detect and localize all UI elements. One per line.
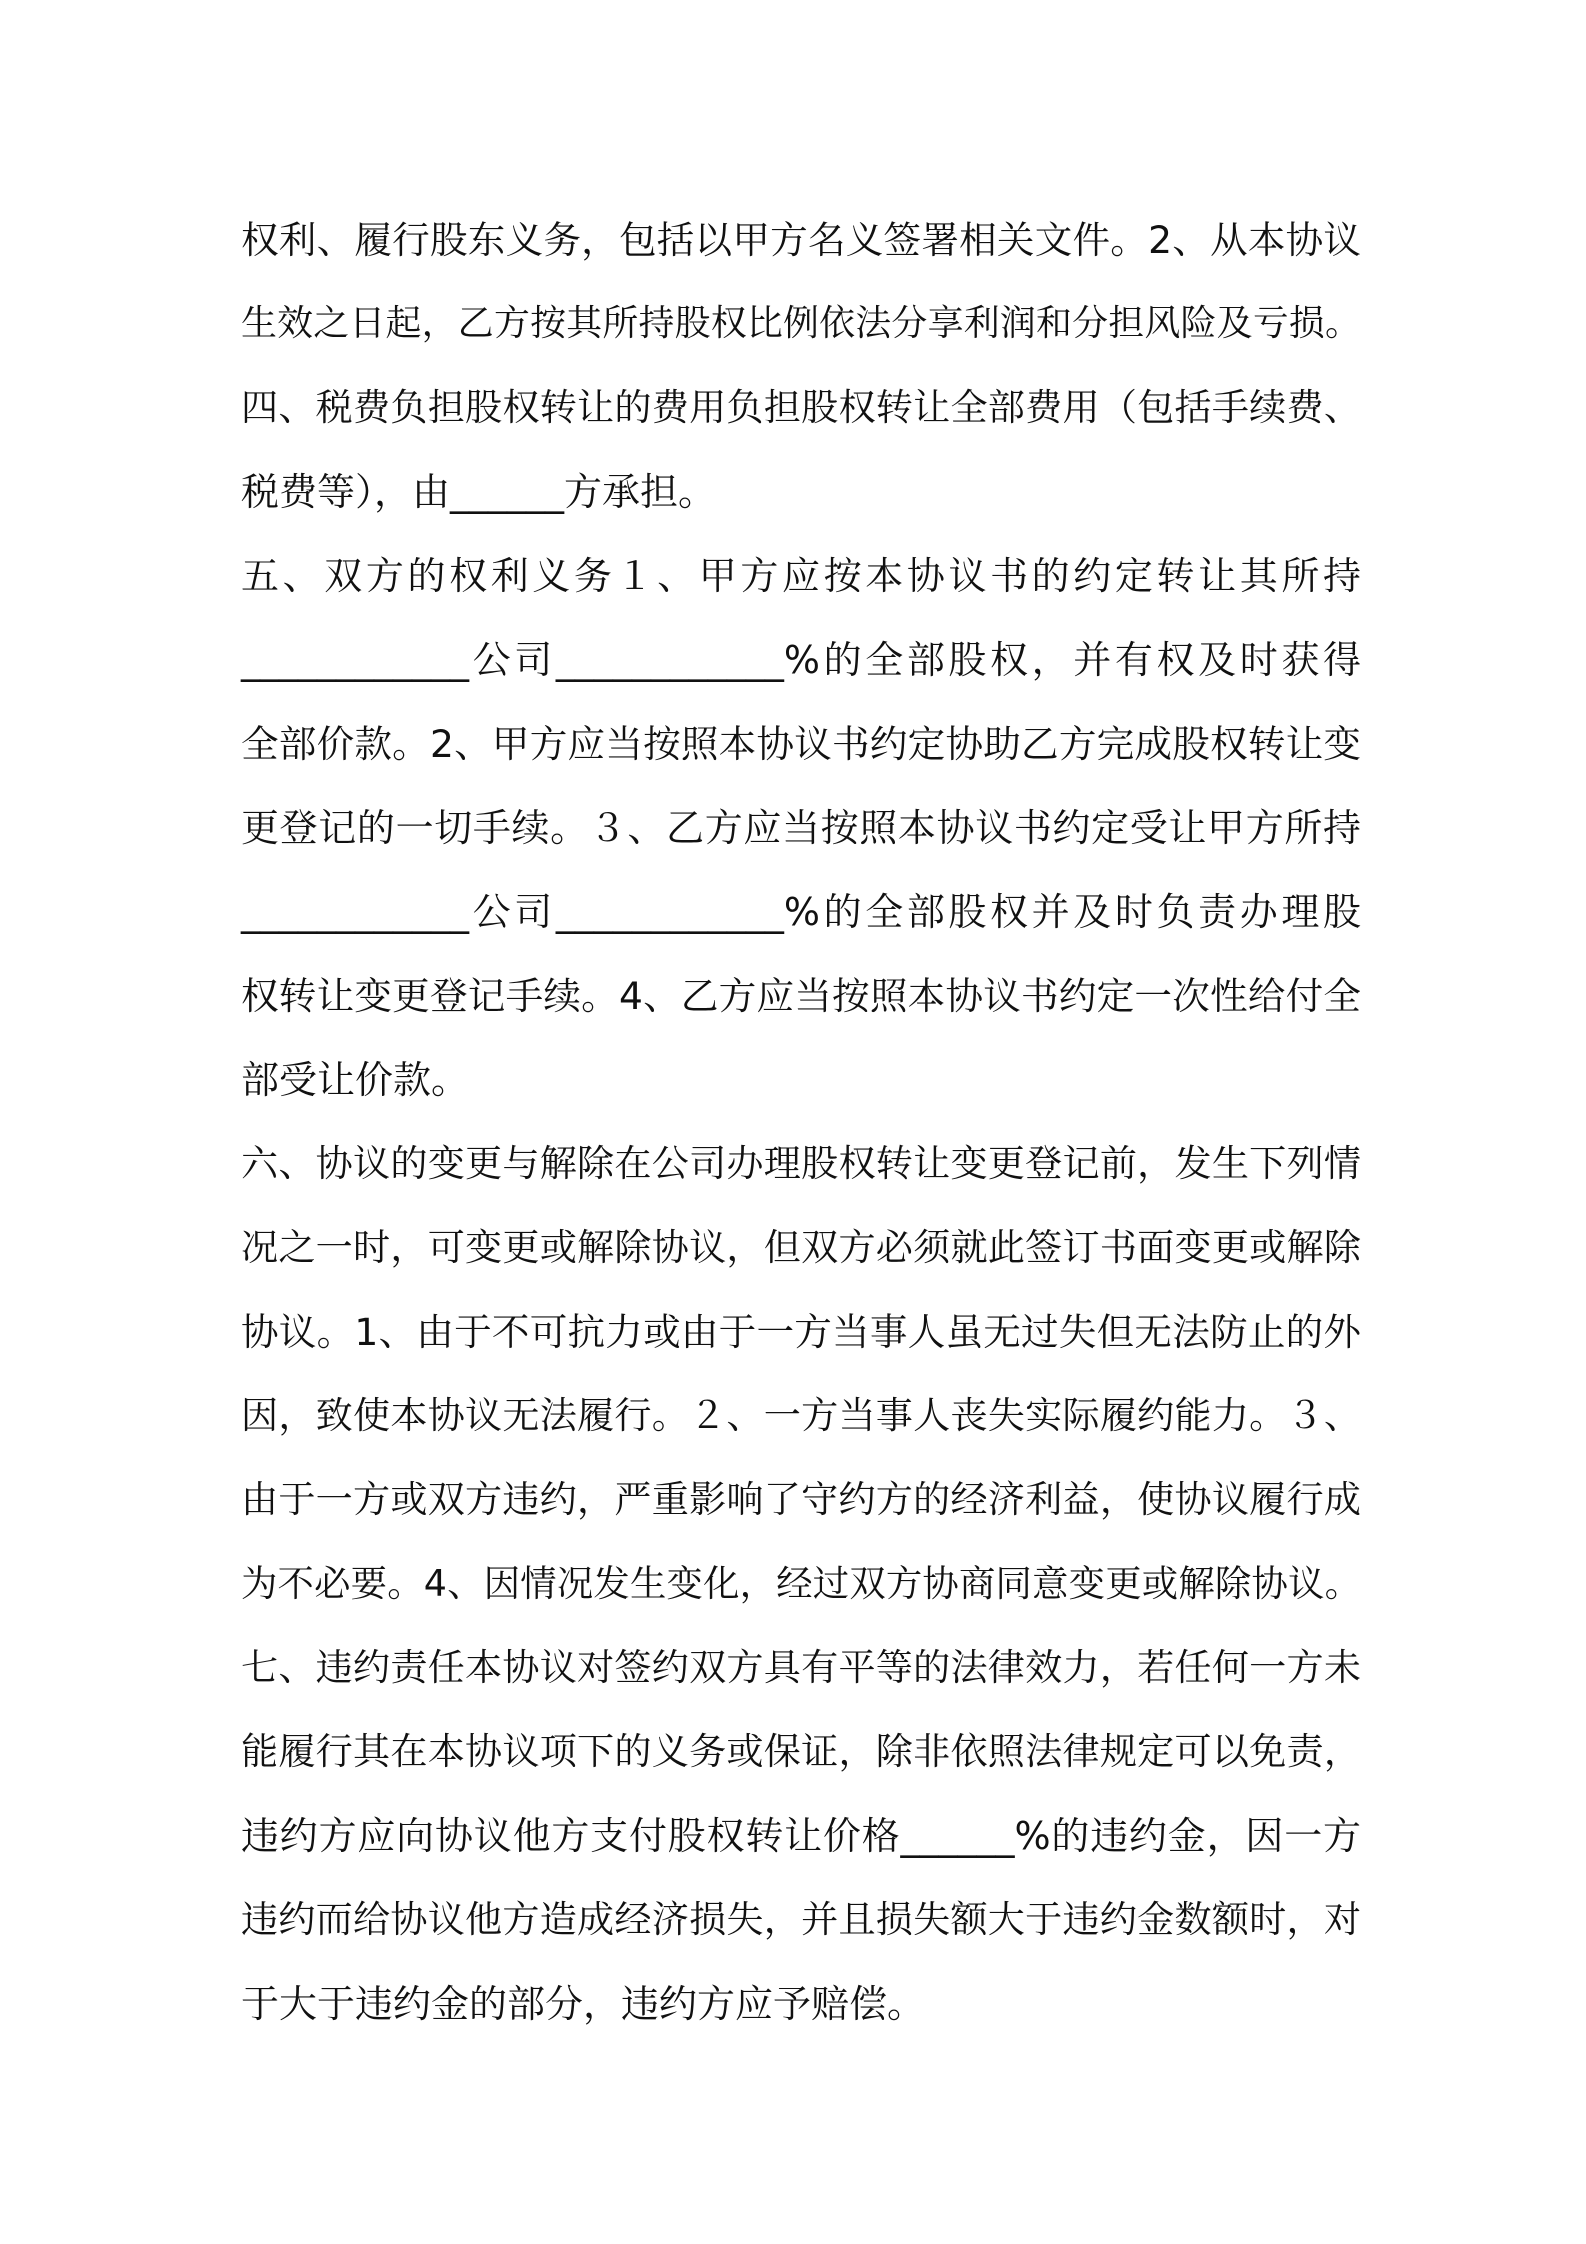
- text-line: 生效之日起，乙方按其所持股权比例依法分享利润和分担风险及亏损。: [241, 303, 1361, 344]
- text-line: 权转让变更登记手续。4、乙方应当按照本协议书约定一次性给付全: [241, 974, 1361, 1018]
- text-line: 部受让价款。: [241, 1058, 470, 1102]
- text-line: 税费等），由______方承担。: [241, 470, 717, 514]
- document-body: [241, 198, 1361, 2046]
- text-line: 为不必要。4、因情况发生变化，经过双方协商同意变更或解除协议。: [241, 1562, 1361, 1605]
- text-line: 四、税费负担股权转让的费用负担股权转让全部费用（包括手续费、: [241, 386, 1361, 429]
- text-line: 六、协议的变更与解除在公司办理股权转让变更登记前，发生下列情: [241, 1142, 1361, 1185]
- text-line: 权利、履行股东义务，包括以甲方名义签署相关文件。2、从本协议: [241, 218, 1361, 262]
- text-line: ____________公司____________%的全部股权并及时负责办理股: [241, 890, 1361, 934]
- text-line: 违约方应向协议他方支付股权转让价格______%的违约金，因一方: [241, 1814, 1361, 1858]
- text-line: 协议。1、由于不可抗力或由于一方当事人虽无过失但无法防止的外: [241, 1310, 1361, 1354]
- text-line: 七、违约责任本协议对签约双方具有平等的法律效力，若任何一方未: [241, 1646, 1361, 1689]
- text-line: 违约而给协议他方造成经济损失，并且损失额大于违约金数额时，对: [241, 1898, 1361, 1941]
- text-line: 于大于违约金的部分，违约方应予赔偿。: [241, 1982, 926, 2026]
- text-line: ____________公司____________%的全部股权，并有权及时获得: [241, 638, 1361, 682]
- text-line: 五、双方的权利义务１、甲方应按本协议书的约定转让其所持: [241, 554, 1361, 598]
- text-line: 况之一时，可变更或解除协议，但双方必须就此签订书面变更或解除: [241, 1226, 1361, 1269]
- text-line: 由于一方或双方违约，严重影响了守约方的经济利益，使协议履行成: [241, 1478, 1361, 1521]
- text-line: 因，致使本协议无法履行。２、一方当事人丧失实际履约能力。３、: [241, 1394, 1361, 1437]
- text-line: 全部价款。2、甲方应当按照本协议书约定协助乙方完成股权转让变: [241, 722, 1361, 766]
- text-line: 更登记的一切手续。３、乙方应当按照本协议书约定受让甲方所持: [241, 806, 1361, 850]
- text-line: 能履行其在本协议项下的义务或保证，除非依照法律规定可以免责，: [241, 1730, 1361, 1773]
